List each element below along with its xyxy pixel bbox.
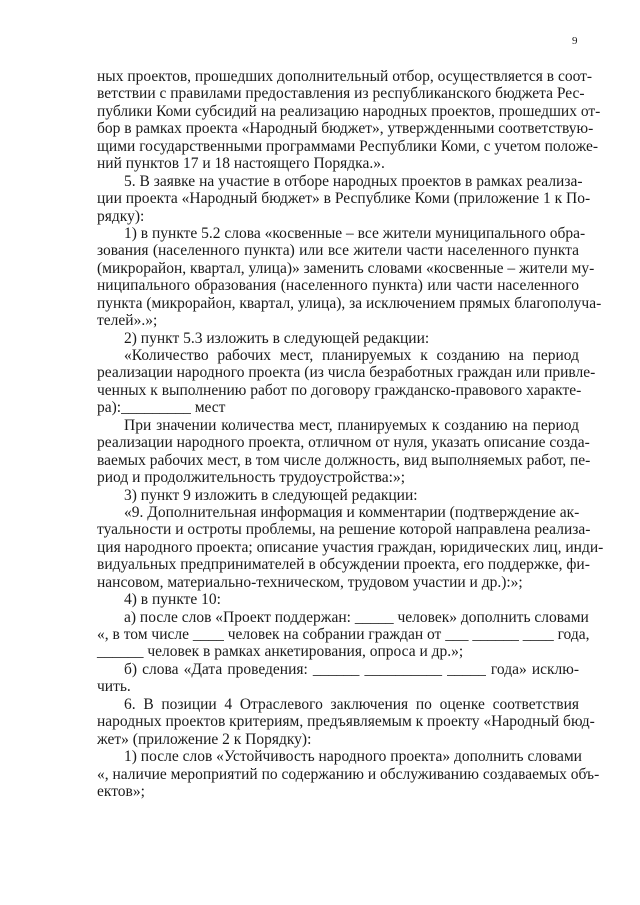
- text-line: народных проектов критериям, предъявляемым к проекту «Народный бюд-: [97, 713, 595, 731]
- text-line: публики Коми субсидий на реализацию народных проектов, прошедших от-: [97, 102, 601, 120]
- text-line: ниципального образования (населенного пункта) или части населенного: [97, 277, 579, 295]
- text-line: ______ человек в рамках анкетирования, опроса и др.»;: [97, 643, 464, 661]
- text-line: При значении количества мест, планируемых к созданию на период: [124, 416, 579, 434]
- text-line: 5. В заявке на участие в отборе народных проектов в рамках реализа-: [124, 172, 583, 190]
- text-line: «Количество рабочих мест, планируемых к созданию на период: [124, 347, 579, 364]
- text-line: ветствии с правилами предоставления из республиканского бюджета Рес-: [97, 85, 585, 103]
- text-line: нансовом, материально-техническом, трудовом участии и др.):»;: [97, 573, 523, 591]
- text-line: б) слова «Дата проведения: ______ __________ _____ года» исклю-: [124, 660, 579, 678]
- text-line: ваемых рабочих мест, в том числе должность, вид выполняемых работ, пе-: [97, 451, 591, 469]
- text-line: 1) в пункте 5.2 слова «косвенные – все жители муниципального обра-: [124, 224, 586, 242]
- text-line: 2) пункт 5.3 изложить в следующей редакции:: [124, 329, 430, 347]
- text-line: жет» (приложение 2 к Порядку):: [97, 730, 312, 748]
- text-line: риод и продолжительность трудоустройства:»;: [97, 469, 406, 487]
- text-line: 3) пункт 9 изложить в следующей редакции:: [124, 486, 418, 504]
- text-line: ции проекта «Народный бюджет» в Республике Коми (приложение 1 к По-: [97, 190, 591, 208]
- text-line: рядку):: [97, 207, 145, 225]
- text-line: 4) в пункте 10:: [124, 591, 221, 609]
- text-line: (микрорайон, квартал, улица)» заменить словами «косвенные – жители му-: [97, 259, 595, 277]
- text-line: бор в рамках проекта «Народный бюджет», утвержденными соответствую-: [97, 120, 594, 138]
- text-line: реализации народного проекта, отличном от нуля, указать описание созда-: [97, 434, 590, 452]
- text-line: ция народного проекта; описание участия граждан, юридических лиц, инди-: [97, 538, 604, 556]
- text-line: чить.: [97, 678, 131, 696]
- text-line: «, в том числе ____ человек на собрании граждан от ___ ______ ____ года,: [97, 626, 590, 643]
- text-line: реализации народного проекта (из числа безработных граждан или привле-: [97, 364, 596, 382]
- text-line: а) после слов «Проект поддержан: _____ человек» дополнить словами: [124, 608, 589, 626]
- text-line: «9. Дополнительная информация и комментарии (подтверждение ак-: [124, 503, 580, 521]
- text-line: зования (населенного пункта) или все жители части населенного пункта: [97, 242, 579, 260]
- text-line: ных проектов, прошедших дополнительный отбор, осуществляется в соот-: [97, 68, 593, 85]
- text-line: ра):_________ мест: [97, 399, 226, 417]
- text-line: телей».»;: [97, 312, 158, 330]
- text-line: «, наличие мероприятий по содержанию и обслуживанию создаваемых объ-: [97, 765, 600, 783]
- text-line: 6. В позиции 4 Отраслевого заключения по оценке соответствия: [124, 695, 579, 713]
- text-line: ектов»;: [97, 782, 145, 800]
- document-body: [97, 68, 604, 800]
- text-line: видуальных предпринимателей в обсуждении проекта, его поддержке, фи-: [97, 556, 590, 574]
- text-line: ний пунктов 17 и 18 настоящего Порядка.».: [97, 155, 385, 173]
- text-line: туальности и остроты проблемы, на решение которой направлена реализа-: [97, 521, 591, 539]
- page-number: 9: [572, 35, 578, 47]
- text-line: пункта (микрорайон, квартал, улица), за исключением прямых благополуча-: [97, 294, 602, 312]
- text-line: щими государственными программами Республики Коми, с учетом положе-: [97, 137, 599, 155]
- text-line: 1) после слов «Устойчивость народного проекта» дополнить словами: [124, 748, 582, 766]
- text-line: ченных к выполнению работ по договору гражданско-правового характе-: [97, 381, 582, 399]
